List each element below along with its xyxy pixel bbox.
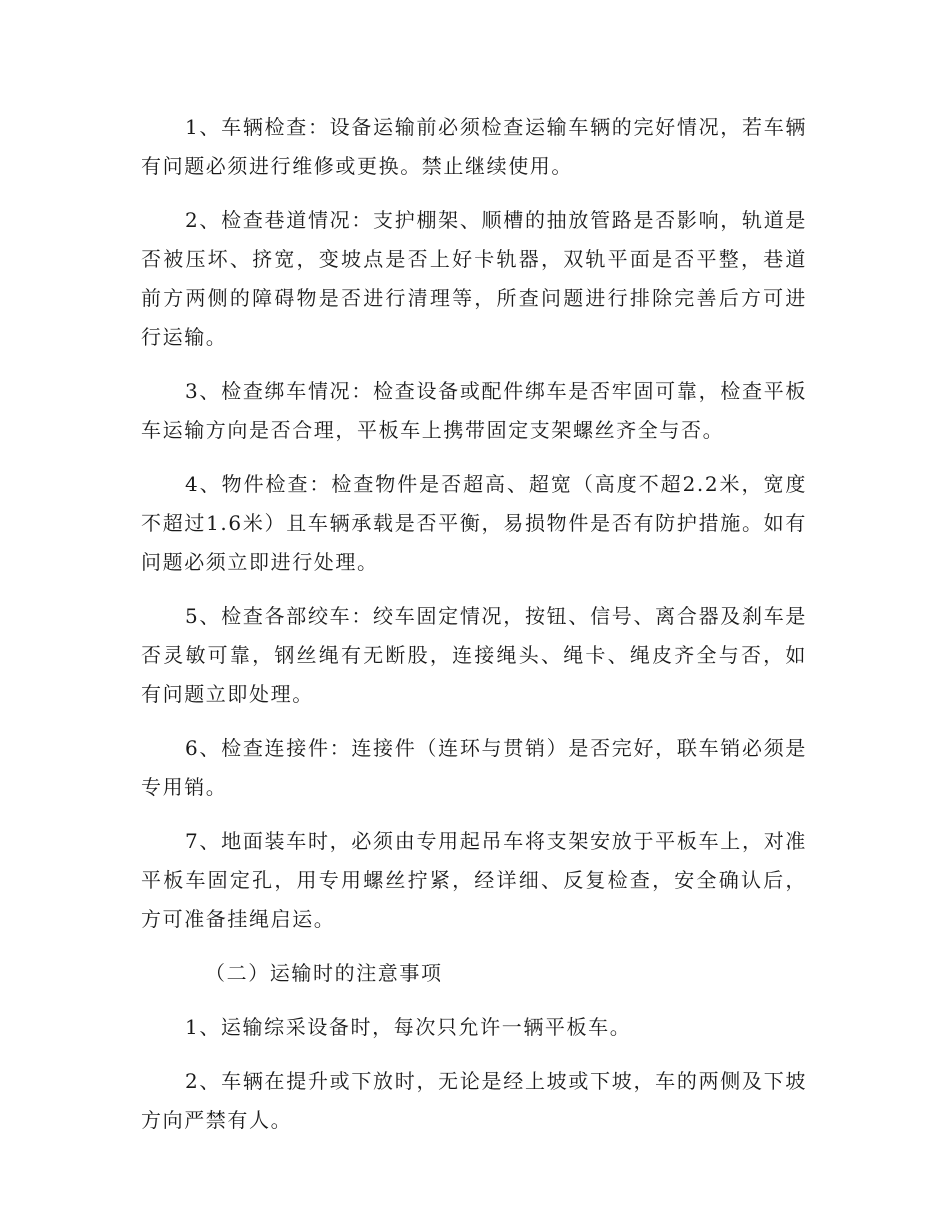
paragraph-roadway-inspection: 2、检查巷道情况：支护棚架、顺槽的抽放管路是否影响，轨道是否被压坏、挤宽，变坡点是否上好卡轨器，双轨平面是否平整，巷道前方两侧的障碍物是否进行清理等，所查问题进行排除完善后方可进行运输。 — [141, 208, 807, 349]
paragraph-ground-loading: 7、地面装车时，必须由专用起吊车将支架安放于平板车上，对准平板车固定孔，用专用螺丝拧紧，经详细、反复检查，安全确认后，方可准备挂绳启运。 — [141, 829, 807, 931]
paragraph-winch-inspection: 5、检查各部绞车：绞车固定情况，按钮、信号、离合器及刹车是否灵敏可靠，钢丝绳有无断股，连接绳头、绳卡、绳皮齐全与否，如有问题立即处理。 — [141, 604, 807, 706]
section-heading-transport-precautions: （二）运输时的注意事项 — [205, 961, 443, 985]
paragraph-connector-inspection: 6、检查连接件：连接件（连环与贯销）是否完好，联车销必须是专用销。 — [141, 736, 807, 799]
paragraph-single-flatcar: 1、运输综采设备时，每次只允许一辆平板车。 — [185, 1015, 632, 1039]
paragraph-binding-inspection: 3、检查绑车情况：检查设备或配件绑车是否牢固可靠，检查平板车运输方向是否合理，平板车上携带固定支架螺丝齐全与否。 — [141, 379, 807, 442]
paragraph-object-inspection: 4、物件检查：检查物件是否超高、超宽（高度不超2.2米，宽度不超过1.6米）且车辆承载是否平衡，易损物件是否有防护措施。如有问题必须立即进行处理。 — [141, 472, 807, 574]
paragraph-slope-safety: 2、车辆在提升或下放时，无论是经上坡或下坡，车的两侧及下坡方向严禁有人。 — [141, 1069, 807, 1132]
paragraph-vehicle-inspection: 1、车辆检查：设备运输前必须检查运输车辆的完好情况，若车辆有问题必须进行维修或更换。禁止继续使用。 — [141, 115, 807, 178]
document-body — [141, 108, 807, 1155]
